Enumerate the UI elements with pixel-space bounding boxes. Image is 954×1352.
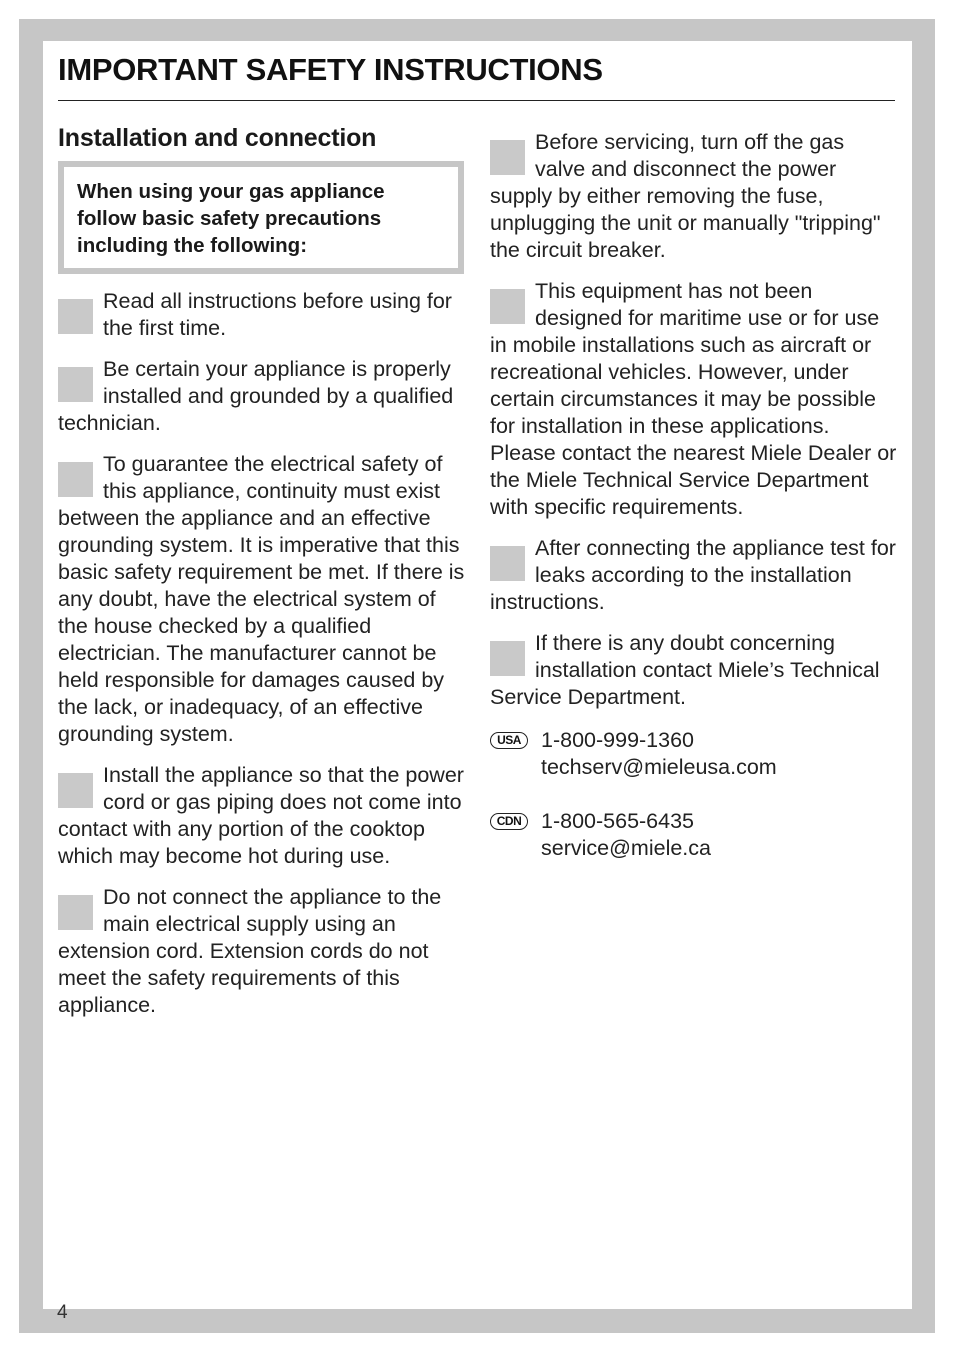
instruction-item <box>58 451 466 748</box>
instruction-text: Before servicing, turn off the gas valve and disconnect the power supply by either removing the fuse, unplugging the unit or manually "tripping" the circuit breaker. <box>490 130 881 262</box>
title-divider <box>58 100 895 101</box>
bullet-square-icon <box>490 140 525 175</box>
instruction-text: Read all instructions before using for the first time. <box>103 289 452 340</box>
instruction-item <box>490 630 898 711</box>
bullet-square-icon <box>490 546 525 581</box>
bullet-square-icon <box>58 462 93 497</box>
instruction-item <box>490 278 898 521</box>
instruction-text: Do not connect the appliance to the main electrical supply using an extension cord. Extension cords do not meet the safety requirements of this appliance. <box>58 885 442 1017</box>
instruction-item <box>58 762 466 870</box>
instruction-text: Be certain your appliance is properly installed and grounded by a qualified technician. <box>58 357 454 435</box>
section-title: Installation and connection <box>58 124 377 152</box>
instruction-text: After connecting the appliance test for leaks according to the installation instructions. <box>490 536 896 614</box>
instruction-text: Install the appliance so that the power cord or gas piping does not come into contact with any portion of the cooktop which may become hot during use. <box>58 763 464 868</box>
instruction-item <box>490 535 898 616</box>
contact-list <box>490 727 898 862</box>
safety-notice-box <box>58 161 464 274</box>
page-number: 4 <box>57 1302 68 1323</box>
instruction-item <box>58 356 466 437</box>
instruction-item <box>490 129 898 264</box>
contact-usa <box>490 727 898 781</box>
contact-email: service@miele.ca <box>541 836 711 860</box>
contact-phone: 1-800-565-6435 <box>541 809 695 833</box>
bullet-square-icon <box>58 299 93 334</box>
instruction-text: To guarantee the electrical safety of this appliance, continuity must exist between the appliance and an effective grounding system. It is imperative that this basic safety requirement be met. If there is any doubt, have the electrical system of the house checked by a qualified electrician. The manufacturer cannot be held responsible for damages caused by the lack, or inadequacy, of an effective grounding system. <box>58 452 465 746</box>
country-badge-usa: USA <box>490 732 528 749</box>
instruction-text: If there is any doubt concerning installation contact Miele’s Technical Service Department. <box>490 631 880 709</box>
bullet-square-icon <box>58 895 93 930</box>
left-column <box>58 124 466 1033</box>
right-column <box>490 129 898 862</box>
instruction-item <box>58 288 466 342</box>
page-title: IMPORTANT SAFETY INSTRUCTIONS <box>58 52 603 87</box>
contact-phone: 1-800-999-1360 <box>541 728 695 752</box>
bullet-square-icon <box>58 367 93 402</box>
contact-email: techserv@mieleusa.com <box>541 755 777 779</box>
instruction-item <box>58 884 466 1019</box>
bullet-square-icon <box>490 289 525 324</box>
country-badge-cdn: CDN <box>490 813 528 830</box>
safety-notice-text: When using your gas appliance follow basic safety precautions including the following: <box>77 180 385 257</box>
bullet-square-icon <box>490 641 525 676</box>
instruction-text: This equipment has not been designed for maritime use or for use in mobile installations such as aircraft or recreational vehicles. However, under certain circumstances it may be possible for installation in these applications. Please contact the nearest Miele Dealer or the Miele Technical Service Department with specific requirements. <box>490 279 897 519</box>
contact-canada <box>490 808 898 862</box>
bullet-square-icon <box>58 773 93 808</box>
